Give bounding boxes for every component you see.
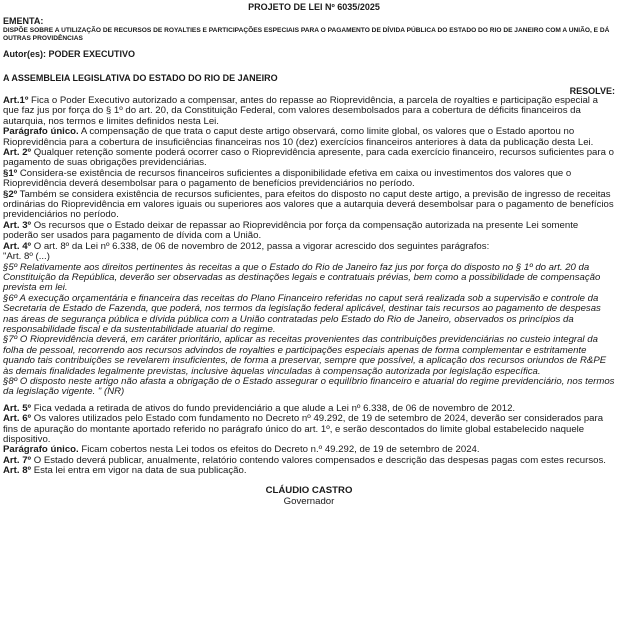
article-5-text: Fica vedada a retirada de ativos do fundo previdenciário a que alude a Lei nº 6.338, de 06 de novembro de 2012. [31, 402, 516, 414]
paragraph-2-text: Também se considera existência de recursos suficientes, para efeitos do disposto no caput deste artigo, a previsão de ingresso de receitas ordinárias do Rioprevidência em valores iguais ou superiores aos valores que a autarquia deverá desembolsar para o pagamento de benefícios previdenciários no período. [3, 188, 614, 221]
article-5-label: Art. 5º [3, 402, 32, 414]
paragraph-2-label: §2º [3, 188, 18, 200]
quoted-paragraph-6-text: A execução orçamentária e financeira das receitas do Plano Financeiro referidas no caput será realizada sob a supervisão e controle da Secretaria de Estado de Fazenda, que poderá, nos termos da legislação federal aplicável, destinar tais recursos ao pagamento de despesas nas áreas de segurança pública e dívida pública com a União contratadas pelo Estado do Rio de Janeiro, observados os princípios da responsabilidade fiscal e da sustentabilidade atuarial do regime. [3, 292, 601, 335]
article-1-sole-paragraph [3, 127, 615, 148]
article-1 [3, 96, 615, 127]
article-8-label: Art. 8º [3, 465, 32, 477]
signatory-name: CLÁUDIO CASTRO [265, 484, 353, 496]
bill-title: PROJETO DE LEI Nº 6035/2025 [248, 2, 380, 12]
quoted-paragraph-5-text: Relativamente aos direitos pertinentes às receitas a que o Estado do Rio de Janeiro faz jus por força do disposto no § 1º do art. 20 da Constituição da República, deverão ser observadas as destinações legais e contratuais prévias, bem como a possibilidade de compensação prevista em lei. [3, 261, 601, 294]
sole-paragraph-text: A compensação de que trata o caput deste artigo observará, como limite global, os valores que o Estado aportou no Rioprevidência para a cobertura de insuficiências financeiras nos 10 (dez) exercícios financeiros anteriores à data da publicação desta Lei. [3, 126, 594, 148]
article-4-text: O art. 8º da Lei nº 6.338, de 06 de novembro de 2012, passa a vigorar acrescido dos seguintes parágrafos: [31, 240, 490, 252]
quoted-article-8: "Art. 8º (...) [3, 251, 50, 263]
quoted-paragraph-6-label: §6º [3, 292, 18, 304]
article-8-text: Esta lei entra em vigor na data de sua publicação. [31, 465, 247, 477]
author-line: Autor(es): PODER EXECUTIVO [3, 49, 136, 59]
article-6-label: Art. 6º [3, 413, 32, 425]
quoted-paragraph-5-label: §5º [3, 261, 18, 273]
quoted-paragraph-6 [3, 294, 615, 336]
article-3-label: Art. 3º [3, 219, 32, 231]
resolve-label: RESOLVE: [569, 86, 615, 96]
article-2 [3, 148, 615, 169]
article-1-text: Fica o Poder Executivo autorizado a compensar, antes do repasse ao Rioprevidência, a parcela de royalties e participação especial a que faz jus por força do § 1º do art. 20, da Constituição Federal, com valores desembolsados para a cobertura de déficits financeiros da autarquia, nos termos e limites definidos nesta Lei. [3, 95, 598, 127]
article-4-label: Art. 4º [3, 240, 32, 252]
quoted-paragraph-8-text: O disposto neste artigo não afasta a obrigação de o Estado assegurar o equilíbrio financeiro e atuarial do regime previdenciário, nos termos da legislação vigente. " (NR) [3, 375, 615, 398]
bill-document [3, 2, 615, 507]
article-6-sole-paragraph-text: Ficam cobertos nesta Lei todos os efeitos do Decreto n.º 49.292, de 19 de setembro de 2024. [78, 444, 480, 456]
article-2-paragraph-2 [3, 190, 615, 221]
ementa-label: EMENTA: [3, 16, 44, 26]
article-4 [3, 242, 615, 252]
article-2-text: Qualquer retenção somente poderá ocorrer caso o Rioprevidência apresente, para cada exercício financeiro, recursos suficientes para o pagamento de suas obrigações previdenciárias. [3, 147, 614, 169]
quoted-paragraph-8-label: §8º [3, 375, 18, 387]
paragraph-1-text: Considera-se existência de recursos financeiros suficientes a disponibilidade efetiva em caixa ou investimentos dos valores que o Rioprevidência deverá desembolsar para o pagamento de benefícios previdenciários no período. [3, 167, 572, 190]
quoted-paragraph-7-label: §7º [3, 334, 18, 346]
article-6-sole-paragraph-label: Parágrafo único. [3, 444, 79, 456]
quoted-paragraph-5 [3, 263, 615, 294]
article-6 [3, 414, 615, 445]
assembly-heading: A ASSEMBLEIA LEGISLATIVA DO ESTADO DO RIO DE JANEIRO [3, 73, 278, 83]
paragraph-1-label: §1º [3, 167, 18, 179]
article-3 [3, 221, 615, 242]
bill-body [3, 96, 615, 477]
sole-paragraph-label: Parágrafo único. [3, 126, 79, 138]
quoted-paragraph-7-text: O Rioprevidência deverá, em caráter prioritário, aplicar as receitas provenientes das contribuições previdenciárias no custeio integral da folha de pessoal, recorrendo aos recursos advindos de royalties e participações especiais apenas de forma complementar e estritamente quando tais contribuições se revelarem insuficientes, de forma a preservar, sempre que possível, a aplicação dos recursos oriundos de R&PE às demais finalidades legalmente previstas, inclusive àquelas vinculadas à compensação autorizada por legislação específica. [3, 334, 607, 377]
signatory-role: Governador [283, 495, 335, 507]
article-3-text: Os recursos que o Estado deixar de repassar ao Rioprevidência por força da compensação autorizada na presente Lei somente poderão ser usados para pagamento de dívida com a União. [3, 219, 579, 242]
quoted-paragraph-8 [3, 377, 615, 398]
quoted-paragraph-7 [3, 335, 615, 377]
article-2-paragraph-1 [3, 169, 615, 190]
article-2-label: Art. 2º [3, 147, 32, 159]
ementa-text: DISPÕE SOBRE A UTILIZAÇÃO DE RECURSOS DE ROYALTIES E PARTICIPAÇÕES ESPECIAIS PARA O PAGAMENTO DE DÍVIDA PÚBLICA DO ESTADO DO RIO DE JANEIRO COM A UNIÃO, E DÁ OUTRAS PROVIDÊNCIAS [3, 27, 610, 42]
article-1-label: Art.1º [3, 95, 29, 106]
article-6-text: Os valores utilizados pelo Estado com fundamento no Decreto nº 49.292, de 19 de setembro de 2024, deverão ser considerados para fins de apuração do montante aportado referido no parágrafo único do art. 1º, e serão descontados do limite global estabelecido naquele dispositivo. [3, 413, 604, 445]
article-7-label: Art. 7º [3, 454, 32, 466]
article-8 [3, 466, 615, 476]
signature-block [3, 485, 615, 507]
article-7-text: O Estado deverá publicar, anualmente, relatório contendo valores compensados e descrição das despesas pagas com estes recursos. [31, 454, 606, 466]
